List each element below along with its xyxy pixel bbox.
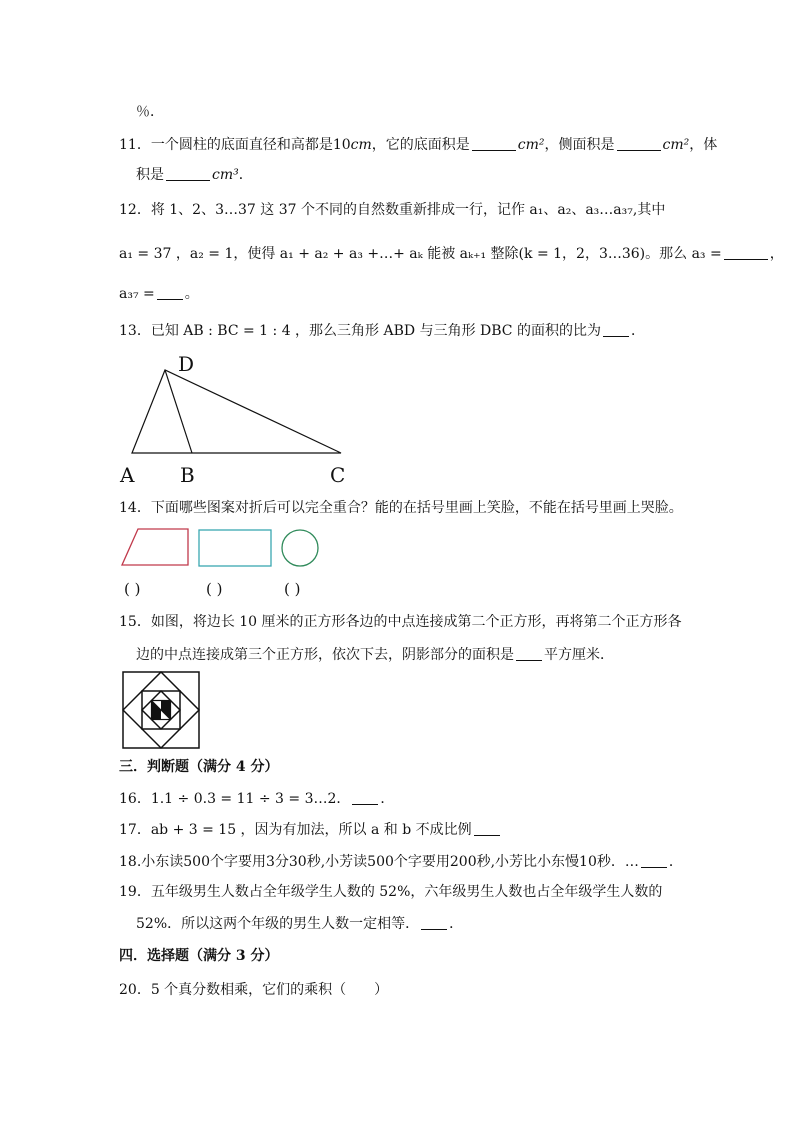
trapezoid-shape (122, 529, 188, 565)
answer-blank[interactable] (474, 823, 500, 836)
nested-squares-figure (122, 671, 202, 751)
triangle-ADC (132, 370, 341, 453)
label-B: B (180, 463, 195, 487)
answer-blank[interactable] (421, 917, 447, 930)
question-12-line2: a₁ = 37 ，a₂ = 1，使得 a₁ + a₂ + a₃ +…+ aₖ 能被 aₖ₊₁ 整除(k = 1，2，3…36)。那么 a₃ = ， (119, 246, 784, 262)
circle-shape (282, 530, 318, 566)
segment-DB (165, 370, 192, 453)
answer-blank[interactable] (352, 792, 378, 805)
answer-blank[interactable] (166, 168, 210, 181)
answer-paren-2[interactable]: ( ) (206, 580, 223, 598)
section-3-heading: 三．判断题（满分 4 分） (119, 759, 279, 775)
question-16: 16．1.1 ÷ 0.3 = 11 ÷ 3 = 3…2． ． (119, 791, 395, 807)
answer-blank[interactable] (472, 138, 516, 151)
question-15-line2: 边的中点连接成第三个正方形，依次下去，阴影部分的面积是 平方厘米． (136, 647, 614, 663)
answer-paren-1[interactable]: ( ) (124, 580, 141, 598)
answer-blank[interactable] (641, 855, 667, 868)
question-19-line2: 52%．所以这两个年级的男生人数一定相等． ． (136, 916, 464, 932)
question-14: 14．下面哪些图案对折后可以完全重合？能的在括号里画上笑脸，不能在括号里画上哭脸。 (119, 500, 683, 516)
triangle-figure (120, 352, 360, 487)
answer-blank[interactable] (516, 648, 542, 661)
question-12-line1: 12．将 1、2、3…37 这 37 个不同的自然数重新排成一行，记作 a₁、a₂、a₃…a₃₇,其中 (119, 202, 666, 218)
answer-blank[interactable] (603, 324, 629, 337)
answer-blank[interactable] (617, 138, 661, 151)
answer-blank[interactable] (157, 287, 183, 300)
label-C: C (330, 463, 346, 487)
answer-paren-3[interactable]: ( ) (284, 580, 301, 598)
question-13: 13．已知 AB : BC = 1 : 4 ，那么三角形 ABD 与三角形 DBC 的面积的比为 ． (119, 323, 645, 339)
label-A: A (120, 463, 135, 487)
question-20: 20．5 个真分数相乘，它们的乘积（ ） (119, 982, 389, 998)
section-4-heading: 四．选择题（满分 3 分） (119, 948, 279, 964)
question-18: 18.小东读500个字要用3分30秒,小芳读500个字要用200秒,小芳比小东慢10秒．… ． (119, 854, 683, 870)
rectangle-shape (199, 530, 271, 566)
question-15-line1: 15．如图，将边长 10 厘米的正方形各边的中点连接成第二个正方形，再将第二个正方形各 (119, 614, 682, 630)
answer-blank[interactable] (724, 247, 768, 260)
line-percent: ％． (136, 104, 164, 120)
question-12-line3: a₃₇ = 。 (119, 286, 199, 302)
question-11-line2: 积是 cm³． (136, 167, 253, 183)
question-17: 17．ab + 3 = 15 ，因为有加法，所以 a 和 b 不成比例 (119, 820, 502, 840)
shapes-figure (120, 527, 330, 572)
question-19-line1: 19．五年级男生人数占全年级学生人数的 52%，六年级男生人数也占全年级学生人数的 (119, 884, 663, 900)
label-D: D (178, 352, 195, 376)
question-11-line1: 11．一个圆柱的底面直径和高都是10cm，它的底面积是 cm²，侧面积是 cm²，体 (119, 137, 718, 153)
